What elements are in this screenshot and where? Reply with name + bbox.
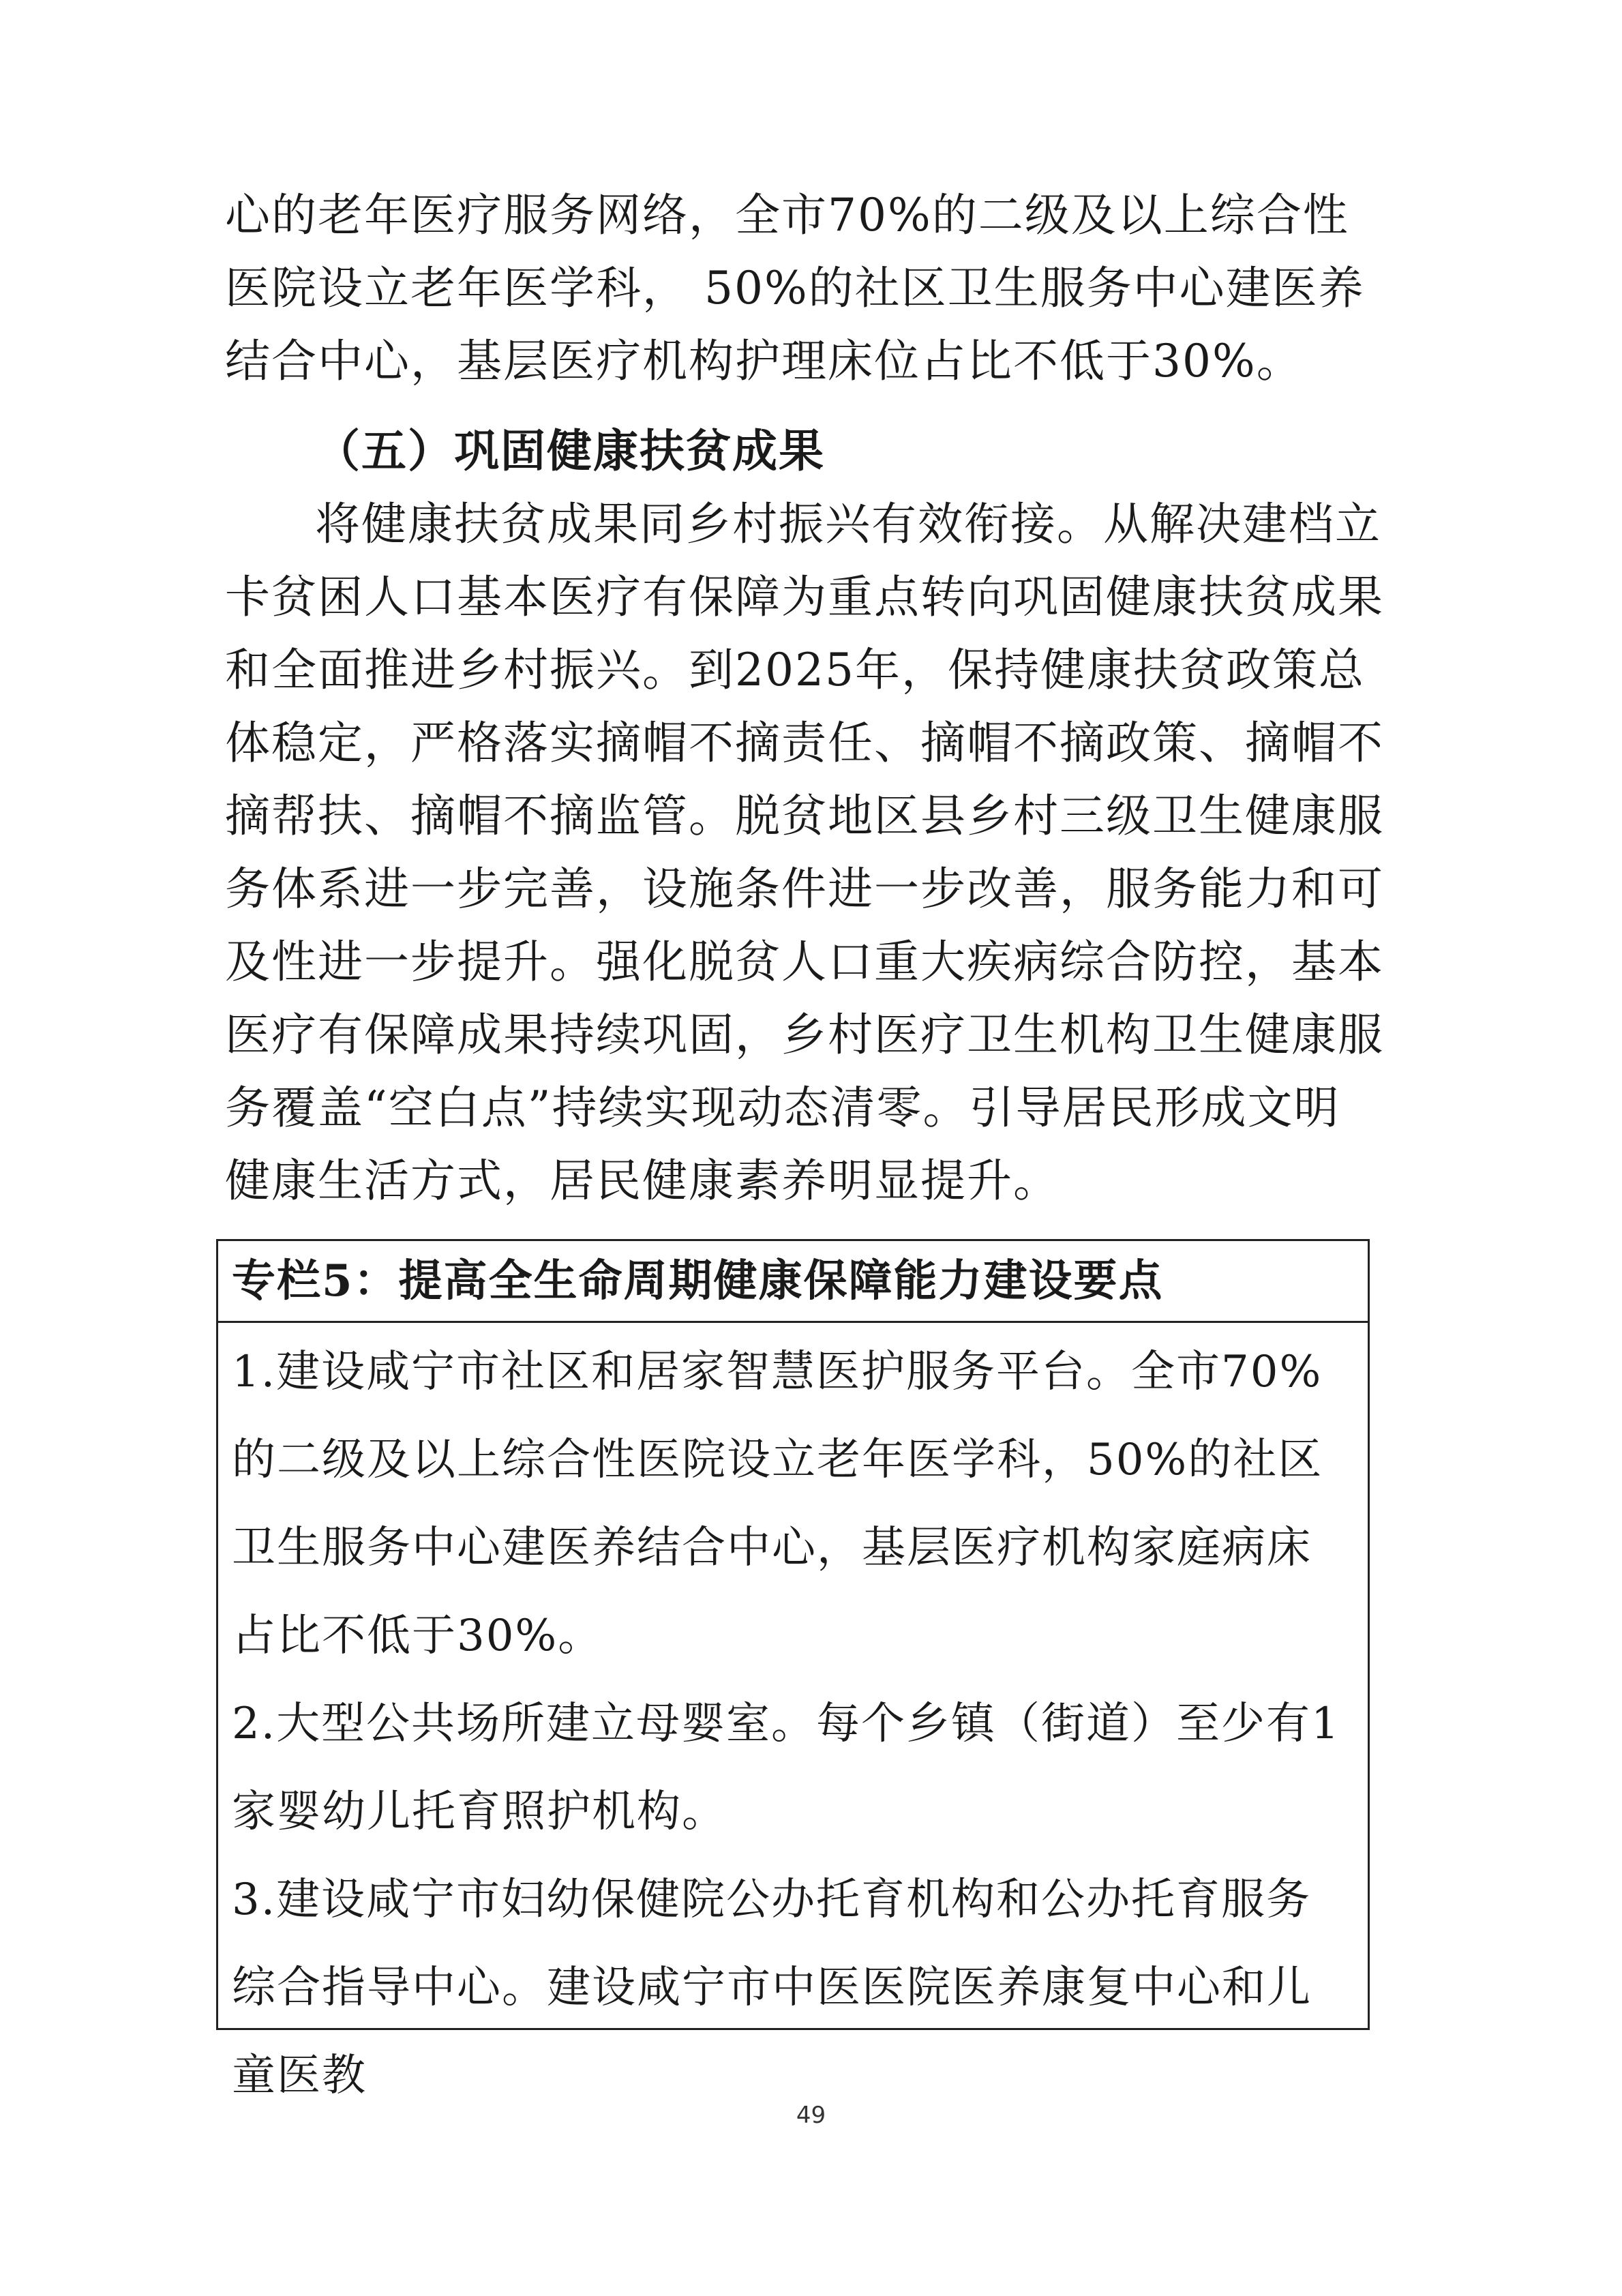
column-box-item-3: 3.建设咸宁市妇幼保健院公办托育机构和公办托育服务综合指导中心。建设咸宁市中医医院医养康复中心和儿童医教 — [232, 1875, 1312, 2101]
column-box — [216, 1239, 1370, 2101]
body-paragraph-continued: 心的老年医疗服务网络，全市70%的二级及以上综合性医院设立老年医学科， 50%的社区卫生服务中心建医养结合中心，基层医疗机构护理床位占比不低于30%。 — [225, 189, 1365, 387]
section-heading: （五）巩固健康扶贫成果 — [315, 424, 825, 477]
body-paragraph: 将健康扶贫成果同乡村振兴有效衔接。从解决建档立卡贫困人口基本医疗有保障为重点转向巩固健康扶贫成果和全面推进乡村振兴。到2025年，保持健康扶贫政策总体稳定，严格落实摘帽不摘责任、摘帽不摘政策、摘帽不摘帮扶、摘帽不摘监管。脱贫地区县乡村三级卫生健康服务体系进一步完善，设施条件进一步改善，服务能力和可及性进一步提升。强化脱贫人口重大疾病综合防控，基本医疗有保障成果持续巩固，乡村医疗卫生机构卫生健康服务覆盖“空白点”持续实现动态清零。引导居民形成文明健康生活方式，居民健康素养明显提升。 — [225, 498, 1384, 1207]
column-box-item-1: 1.建设咸宁市社区和居家智慧医护服务平台。全市70%的二级及以上综合性医院设立老年医学科，50%的社区卫生服务中心建医养结合中心，基层医疗机构家庭病床占比不低于30%。 — [232, 1347, 1323, 1661]
column-box-body — [218, 1323, 1368, 2120]
column-box-item-2: 2.大型公共场所建立母婴室。每个乡镇（街道）至少有1家婴幼儿托育照护机构。 — [232, 1699, 1340, 1837]
column-box-title: 专栏5：提高全生命周期健康保障能力建设要点 — [218, 1241, 1368, 1323]
page-number: 49 — [796, 2102, 826, 2129]
